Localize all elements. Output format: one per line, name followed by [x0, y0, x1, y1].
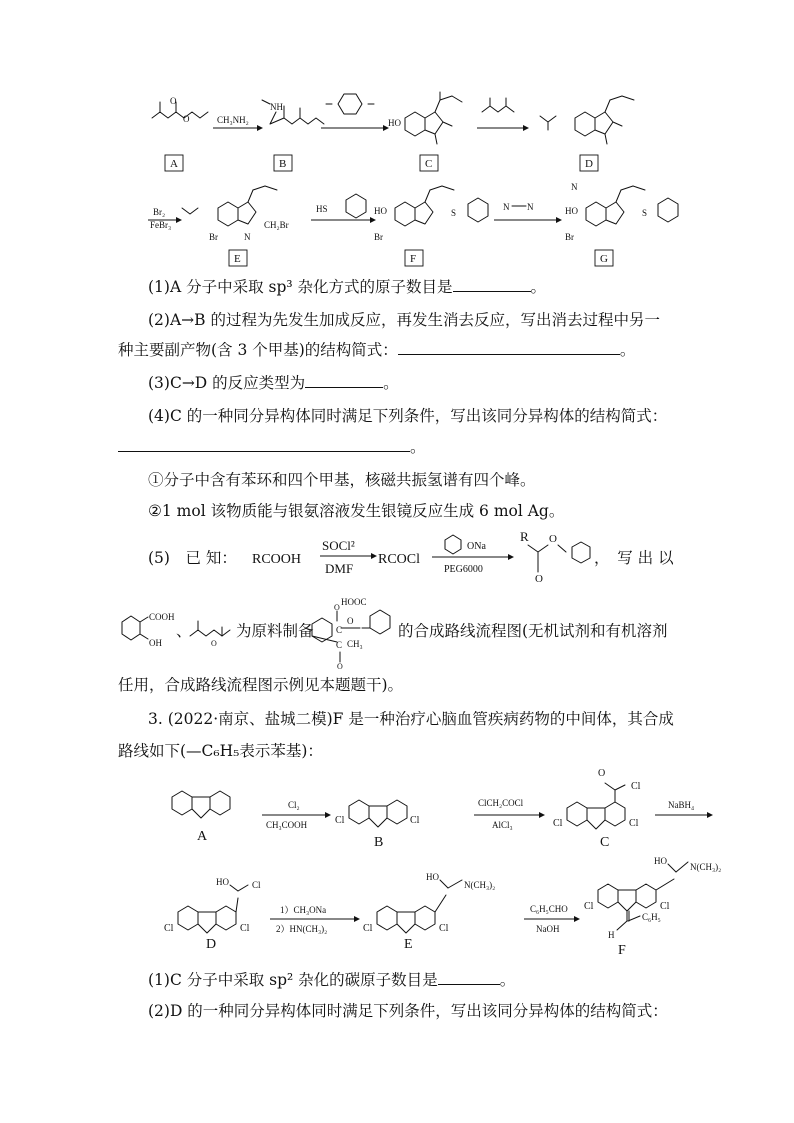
svg-text:Cl: Cl [629, 818, 639, 829]
svg-text:AlCl₃: AlCl₃ [492, 820, 513, 830]
svg-text:Cl: Cl [335, 815, 345, 826]
question-3: (3)C→D 的反应类型为 。 [148, 374, 399, 392]
alcohol-d-structure [164, 877, 261, 952]
svg-text:O: O [334, 603, 340, 612]
condition-2: ②1 mol 该物质能与银氨溶液发生银镜反应生成 6 mol Ag。 [148, 502, 565, 520]
question-2-line-2: 种主要副产物(含 3 个甲基)的结构简式： 。 [118, 341, 636, 359]
svg-text:N: N [527, 202, 534, 212]
svg-text:O: O [337, 662, 343, 671]
svg-text:2）HN(CH₃)₂: 2）HN(CH₃)₂ [276, 924, 328, 934]
svg-text:Cl: Cl [439, 923, 449, 934]
svg-text:CH₃COOH: CH₃COOH [266, 820, 308, 830]
svg-text:Cl₂: Cl₂ [288, 800, 300, 810]
svg-text:HS: HS [316, 204, 328, 214]
svg-text:Cl: Cl [553, 818, 563, 829]
svg-text:HOOC: HOOC [341, 597, 367, 607]
question-5-line-3: 任用，合成路线流程图示例见本题题干)。 [118, 676, 404, 694]
svg-text:PEG6000: PEG6000 [444, 564, 483, 575]
fluorene-a-structure [172, 791, 230, 844]
amine-e-structure [363, 872, 495, 952]
question-5-text-a: 为原料制备 [236, 622, 314, 640]
label-c: C [425, 158, 433, 170]
question-2-line-1: (2)A→B 的过程为先发生加成反应，再发生消去反应，写出消去过程中另一 [148, 311, 660, 329]
svg-text:O: O [347, 616, 354, 626]
label-e2: E [404, 937, 413, 952]
svg-text:FeBr₃: FeBr₃ [150, 220, 172, 230]
svg-text:O: O [598, 768, 606, 779]
svg-text:NH: NH [270, 102, 283, 112]
svg-text:Cl: Cl [252, 880, 261, 890]
svg-text:N: N [244, 232, 251, 242]
label-e: E [234, 253, 241, 265]
svg-text:C: C [336, 625, 343, 635]
svg-text:OH: OH [149, 638, 162, 648]
question-4-answer: 。 [118, 437, 426, 457]
svg-text:C₆H₅CHO: C₆H₅CHO [530, 904, 568, 914]
reagent-ch3nh2: CH₃NH₂ [217, 115, 249, 125]
svg-text:Br: Br [565, 232, 574, 242]
label-d: D [585, 158, 593, 170]
svg-text:RCOCl: RCOCl [378, 552, 421, 567]
label-a2: A [197, 829, 208, 844]
svg-text:C: C [336, 640, 343, 650]
svg-text:N(CH₃)₂: N(CH₃)₂ [464, 880, 496, 890]
svg-text:ClCH₂COCl: ClCH₂COCl [478, 798, 524, 808]
svg-text:NaBH₄: NaBH₄ [668, 800, 695, 810]
dichlorofluorene-b-structure [335, 800, 420, 850]
label-b2: B [374, 835, 384, 850]
svg-text:Cl: Cl [584, 901, 594, 912]
question-5-prefix: (5) 已 知： [148, 549, 237, 567]
svg-text:Cl: Cl [410, 815, 420, 826]
svg-text:O: O [211, 639, 217, 648]
svg-text:Br: Br [374, 232, 383, 242]
svg-text:CH₂Br: CH₂Br [264, 220, 289, 230]
svg-text:H: H [608, 930, 615, 940]
svg-text:Cl: Cl [240, 923, 250, 934]
question-5-sep: 、 [176, 622, 192, 640]
answer-blank-p3-1[interactable] [438, 970, 500, 985]
label-g: G [600, 253, 608, 265]
svg-text:Br: Br [209, 232, 218, 242]
svg-text:Br₂: Br₂ [153, 207, 166, 217]
label-f2: F [618, 943, 626, 958]
label-c2: C [600, 835, 610, 850]
svg-text:S: S [642, 208, 648, 218]
label-b: B [279, 158, 287, 170]
svg-text:HO: HO [565, 206, 578, 216]
svg-text:HO: HO [426, 872, 439, 882]
question-5-text-b: 的合成路线流程图(无机试剂和有机溶剂 [398, 622, 668, 640]
problem-3-intro: 3. (2022·南京、盐城二模)F 是一种治疗心脑血管疾病药物的中间体，其合成 [148, 710, 674, 728]
target-f-structure [584, 856, 721, 958]
svg-text:RCOOH: RCOOH [252, 552, 302, 567]
problem-3-question-1: (1)C 分子中采取 sp² 杂化的碳原子数目是 。 [148, 971, 516, 989]
svg-text:HO: HO [216, 877, 229, 887]
svg-text:NaOH: NaOH [536, 924, 560, 934]
svg-text:R: R [520, 529, 529, 544]
question-1: (1)A 分子中采取 sp³ 杂化方式的原子数目是 。 [148, 278, 547, 296]
svg-text:SOCl²: SOCl² [322, 538, 355, 553]
svg-text:Cl: Cl [631, 781, 641, 792]
svg-text:O: O [535, 573, 543, 585]
svg-text:O: O [183, 114, 190, 124]
svg-text:ONa: ONa [467, 541, 486, 552]
svg-text:O: O [549, 533, 557, 545]
label-d2: D [206, 937, 217, 952]
svg-text:O: O [170, 96, 177, 106]
condition-1: ①分子中含有苯环和四个甲基，核磁共振氢谱有四个峰。 [148, 471, 536, 489]
svg-text:1）CH₃ONa: 1）CH₃ONa [280, 905, 327, 915]
problem-3-question-2: (2)D 的一种同分异构体同时满足下列条件，写出该同分异构体的结构简式： [148, 1002, 668, 1020]
svg-text:DMF: DMF [325, 561, 354, 576]
svg-text:C₆H₅: C₆H₅ [642, 912, 661, 922]
svg-text:N: N [571, 182, 578, 192]
svg-text:CH₃: CH₃ [347, 639, 363, 649]
ketone-c-structure [553, 768, 641, 850]
svg-text:Cl: Cl [363, 923, 373, 934]
svg-text:N: N [503, 202, 510, 212]
svg-text:Cl: Cl [660, 901, 670, 912]
label-a: A [170, 158, 178, 170]
svg-text:HO: HO [374, 206, 387, 216]
svg-text:Cl: Cl [164, 923, 174, 934]
svg-text:COOH: COOH [149, 612, 175, 622]
question-4: (4)C 的一种同分异构体同时满足下列条件，写出该同分异构体的结构简式： [148, 407, 668, 425]
svg-text:HO: HO [654, 856, 667, 866]
problem-3-intro-2: 路线如下(—C₆H₅表示苯基)： [118, 742, 323, 760]
label-f: F [410, 253, 417, 265]
svg-text:N(CH₃)₂: N(CH₃)₂ [690, 862, 722, 872]
svg-text:S: S [451, 208, 457, 218]
svg-text:HO: HO [388, 118, 401, 128]
question-5-suffix: ， 写 出 以 [594, 549, 674, 567]
